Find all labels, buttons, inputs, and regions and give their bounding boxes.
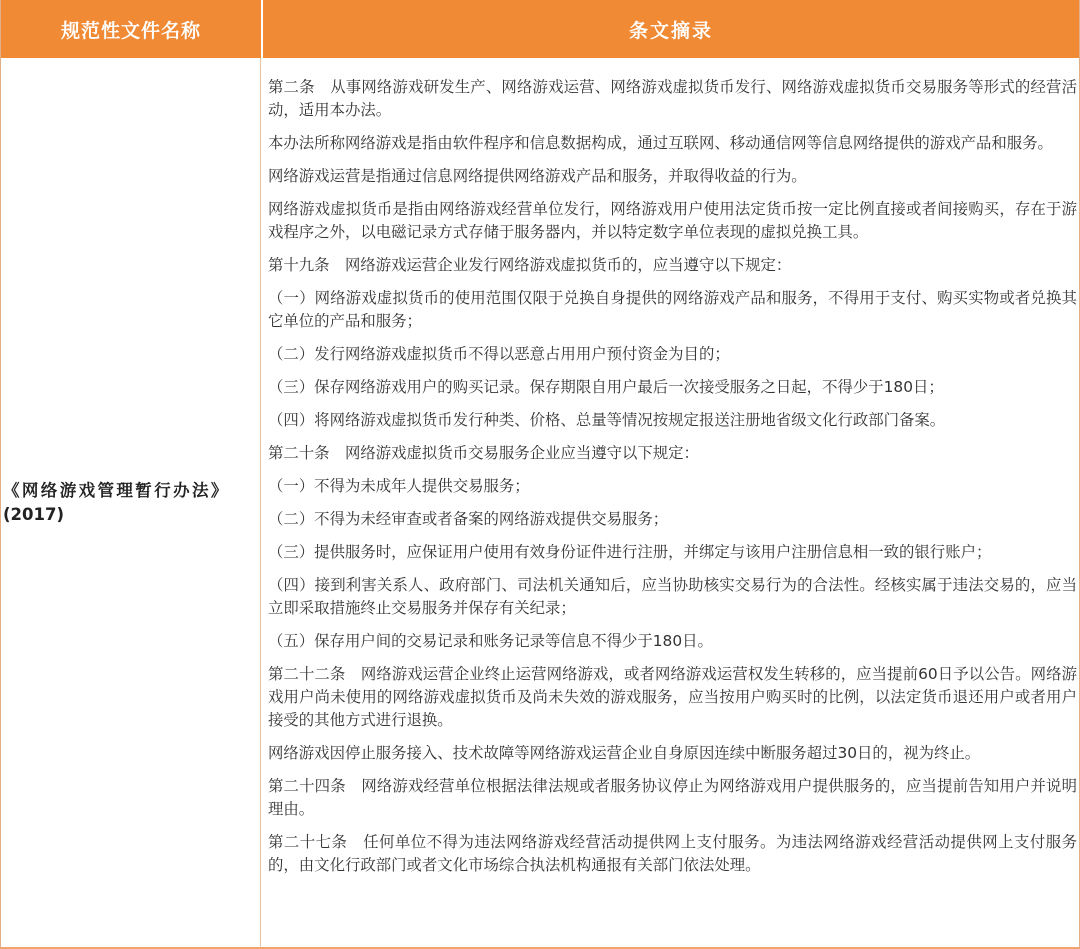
clause-paragraph: 第十九条 网络游戏运营企业发行网络游戏虚拟货币的，应当遵守以下规定： <box>268 256 792 274</box>
clause-paragraph: （四）将网络游戏虚拟货币发行种类、价格、总量等情况按规定报送注册地省级文化行政部门备案。 <box>268 411 946 429</box>
clause-paragraph: 网络游戏运营是指通过信息网络提供网络游戏产品和服务，并取得收益的行为。 <box>268 167 807 185</box>
clause-paragraph: （二）不得为未经审查或者备案的网络游戏提供交易服务； <box>268 510 669 528</box>
header-document-name: 规范性文件名称 <box>60 19 201 42</box>
clause-paragraph: （三）提供服务时，应保证用户使用有效身份证件进行注册，并绑定与该用户注册信息相一致的银行账户； <box>268 543 992 561</box>
clause-paragraph: （四）接到利害关系人、政府部门、司法机关通知后，应当协助核实交易行为的合法性。经核实属于违法交易的，应当立即采取措施终止交易服务并保存有关纪录； <box>268 576 1077 617</box>
clause-paragraph: （五）保存用户间的交易记录和账务记录等信息不得少于180日。 <box>268 632 713 650</box>
clause-paragraph: 网络游戏因停止服务接入、技术故障等网络游戏运营企业自身原因连续中断服务超过30日的，视为终止。 <box>268 744 981 762</box>
document-title: 《网络游戏管理暂行办法》 <box>3 480 230 500</box>
clause-paragraph: 第二十四条 网络游戏经营单位根据法律法规或者服务协议停止为网络游戏用户提供服务的，应当提前告知用户并说明理由。 <box>268 777 1077 818</box>
document-name-cell <box>1 58 261 947</box>
clause-paragraph: 第二十七条 任何单位不得为违法网络游戏经营活动提供网上支付服务。为违法网络游戏经营活动提供网上支付服务的，由文化行政部门或者文化市场综合执法机构通报有关部门依法处理。 <box>268 833 1077 874</box>
clause-paragraph: 第二条 从事网络游戏研发生产、网络游戏运营、网络游戏虚拟货币发行、网络游戏虚拟货币交易服务等形式的经营活动，适用本办法。 <box>268 78 1077 119</box>
table-header <box>1 0 1079 58</box>
table-row <box>1 58 1079 947</box>
clause-paragraph: 网络游戏虚拟货币是指由网络游戏经营单位发行，网络游戏用户使用法定货币按一定比例直接或者间接购买，存在于游戏程序之外，以电磁记录方式存储于服务器内，并以特定数字单位表现的虚拟兑换工具。 <box>268 200 1077 241</box>
clause-excerpt-cell <box>261 58 1079 947</box>
clause-paragraph: 本办法所称网络游戏是指由软件程序和信息数据构成，通过互联网、移动通信网等信息网络提供的游戏产品和服务。 <box>268 134 1053 152</box>
clause-paragraph: （一）不得为未成年人提供交易服务； <box>268 477 530 495</box>
clause-paragraph: （一）网络游戏虚拟货币的使用范围仅限于兑换自身提供的网络游戏产品和服务，不得用于支付、购买实物或者兑换其它单位的产品和服务； <box>268 289 1077 330</box>
clause-paragraph: （三）保存网络游戏用户的购买记录。保存期限自用户最后一次接受服务之日起，不得少于180日； <box>268 378 944 396</box>
clause-paragraph: 第二十二条 网络游戏运营企业终止运营网络游戏，或者网络游戏运营权发生转移的，应当提前60日予以公告。网络游戏用户尚未使用的网络游戏虚拟货币及尚未失效的游戏服务，应当按用户购买时的比例，以法定货币退还用户或者用户接受的其他方式进行退换。 <box>268 665 1077 729</box>
clause-paragraph: 第二十条 网络游戏虚拟货币交易服务企业应当遵守以下规定： <box>268 444 699 462</box>
document-year: (2017) <box>3 504 65 524</box>
clause-paragraph: （二）发行网络游戏虚拟货币不得以恶意占用用户预付资金为目的； <box>268 345 730 363</box>
header-clause-excerpt: 条文摘录 <box>261 0 1079 58</box>
